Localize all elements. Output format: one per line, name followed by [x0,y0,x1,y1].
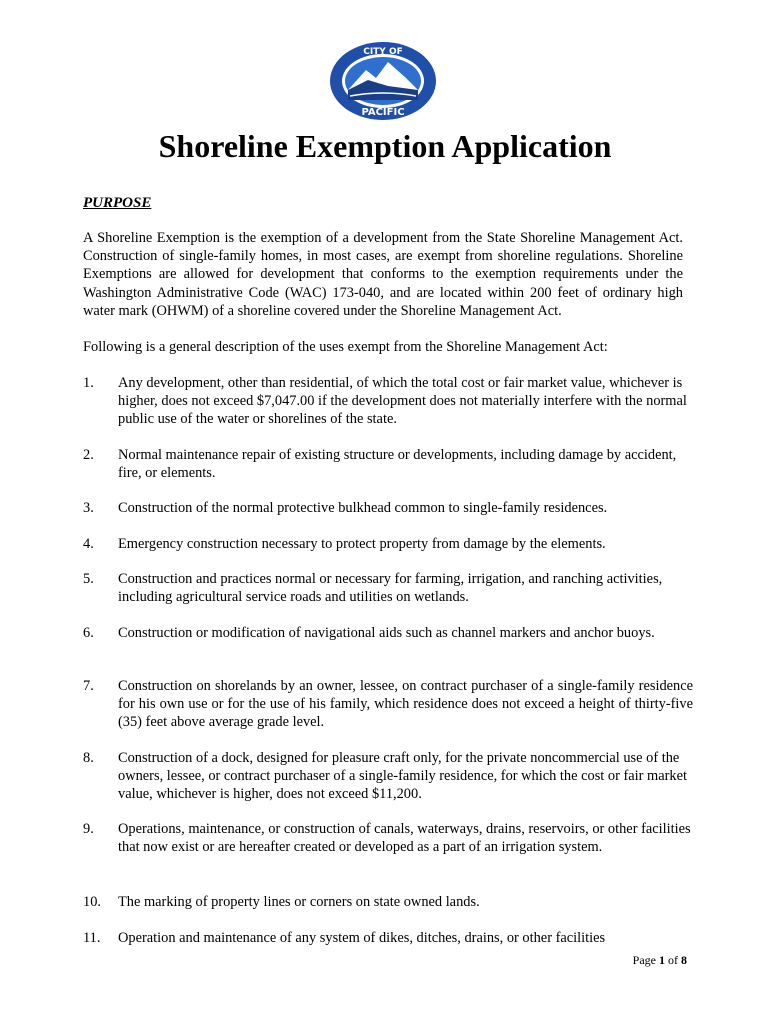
list-item-number: 9. [83,821,94,837]
list-item-text: Any development, other than residential, of which the total cost or fair market value, whichever is higher, does not exceed $7,047.00 if the development does not materially interfere with the normal public use of the water or shorelines of the state. [118,375,687,428]
list-item [83,535,693,553]
list-item-number: 7. [83,678,94,694]
list-item-text: The marking of property lines or corners on state owned lands. [118,894,480,910]
list-item [83,624,693,642]
list-item-text: Operations, maintenance, or construction of canals, waterways, drains, reservoirs, or other facilities that now exist or are hereafter created or developed as a part of an irrigation system. [118,821,691,856]
list-item [83,499,693,517]
list-item-number: 4. [83,536,94,552]
city-of-pacific-seal [328,40,438,122]
list-item-number: 1. [83,375,94,391]
section-heading-purpose: PURPOSE [83,195,152,211]
footer-of-word: of [668,953,678,967]
footer-page-word: Page [632,953,656,967]
list-item-number: 8. [83,750,94,766]
exempt-uses-lead: Following is a general description of the uses exempt from the Shoreline Management Act: [83,339,608,355]
seal-bottom-text: PACIFIC [361,107,405,118]
page-title: Shoreline Exemption Application [158,128,612,164]
list-item [83,677,693,732]
list-item [83,929,693,947]
list-item [83,820,693,856]
list-item-text: Emergency construction necessary to protect property from damage by the elements. [118,536,606,552]
list-item [83,446,693,482]
list-item-text: Construction of the normal protective bulkhead common to single-family residences. [118,500,608,516]
list-item-number: 11. [83,930,101,946]
list-item [83,893,693,911]
list-item [83,570,693,606]
list-item-number: 10. [83,894,101,910]
list-item-text: Construction on shorelands by an owner, lessee, on contract purchaser of a single-family residence for his own use or for the use of his family, which residence does not exceed a height of thirty-five (35) feet above average grade level. [118,678,693,731]
list-item-text: Operation and maintenance of any system of dikes, ditches, drains, or other facilities [118,930,606,946]
list-item-number: 6. [83,625,94,641]
list-item-text: Construction and practices normal or necessary for farming, irrigation, and ranching activities, including agricultural service roads and utilities on wetlands. [118,571,663,606]
footer-page-num: 1 [659,953,665,967]
list-item-number: 5. [83,571,94,587]
list-item-number: 2. [83,447,94,463]
list-item-number: 3. [83,500,94,516]
seal-top-text: CITY OF [363,47,403,57]
purpose-paragraph: A Shoreline Exemption is the exemption of a development from the State Shoreline Management Act. Construction of single-family homes, in most cases, are exempt from shoreline regulations. Shoreline Exemptions are allowed for development that conforms to the exemption requirements under the Washington Administrative Code (WAC) 173-040, and are located within 200 feet of ordinary high water mark (OHWM) of a shoreline covered under the Shoreline Management Act. [83,230,683,319]
page-number-footer [633,952,687,968]
list-item [83,749,693,804]
list-item-text: Construction of a dock, designed for pleasure craft only, for the private noncommercial use of the owners, lessee, or contract purchaser of a single-family residence, for which the cost or fair market value, whichever is higher, does not exceed $11,200. [118,750,687,803]
list-item-text: Construction or modification of navigational aids such as channel markers and anchor buoys. [118,625,655,641]
list-item [83,374,693,429]
footer-page-total: 8 [681,953,687,967]
list-item-text: Normal maintenance repair of existing structure or developments, including damage by accident, fire, or elements. [118,447,677,482]
